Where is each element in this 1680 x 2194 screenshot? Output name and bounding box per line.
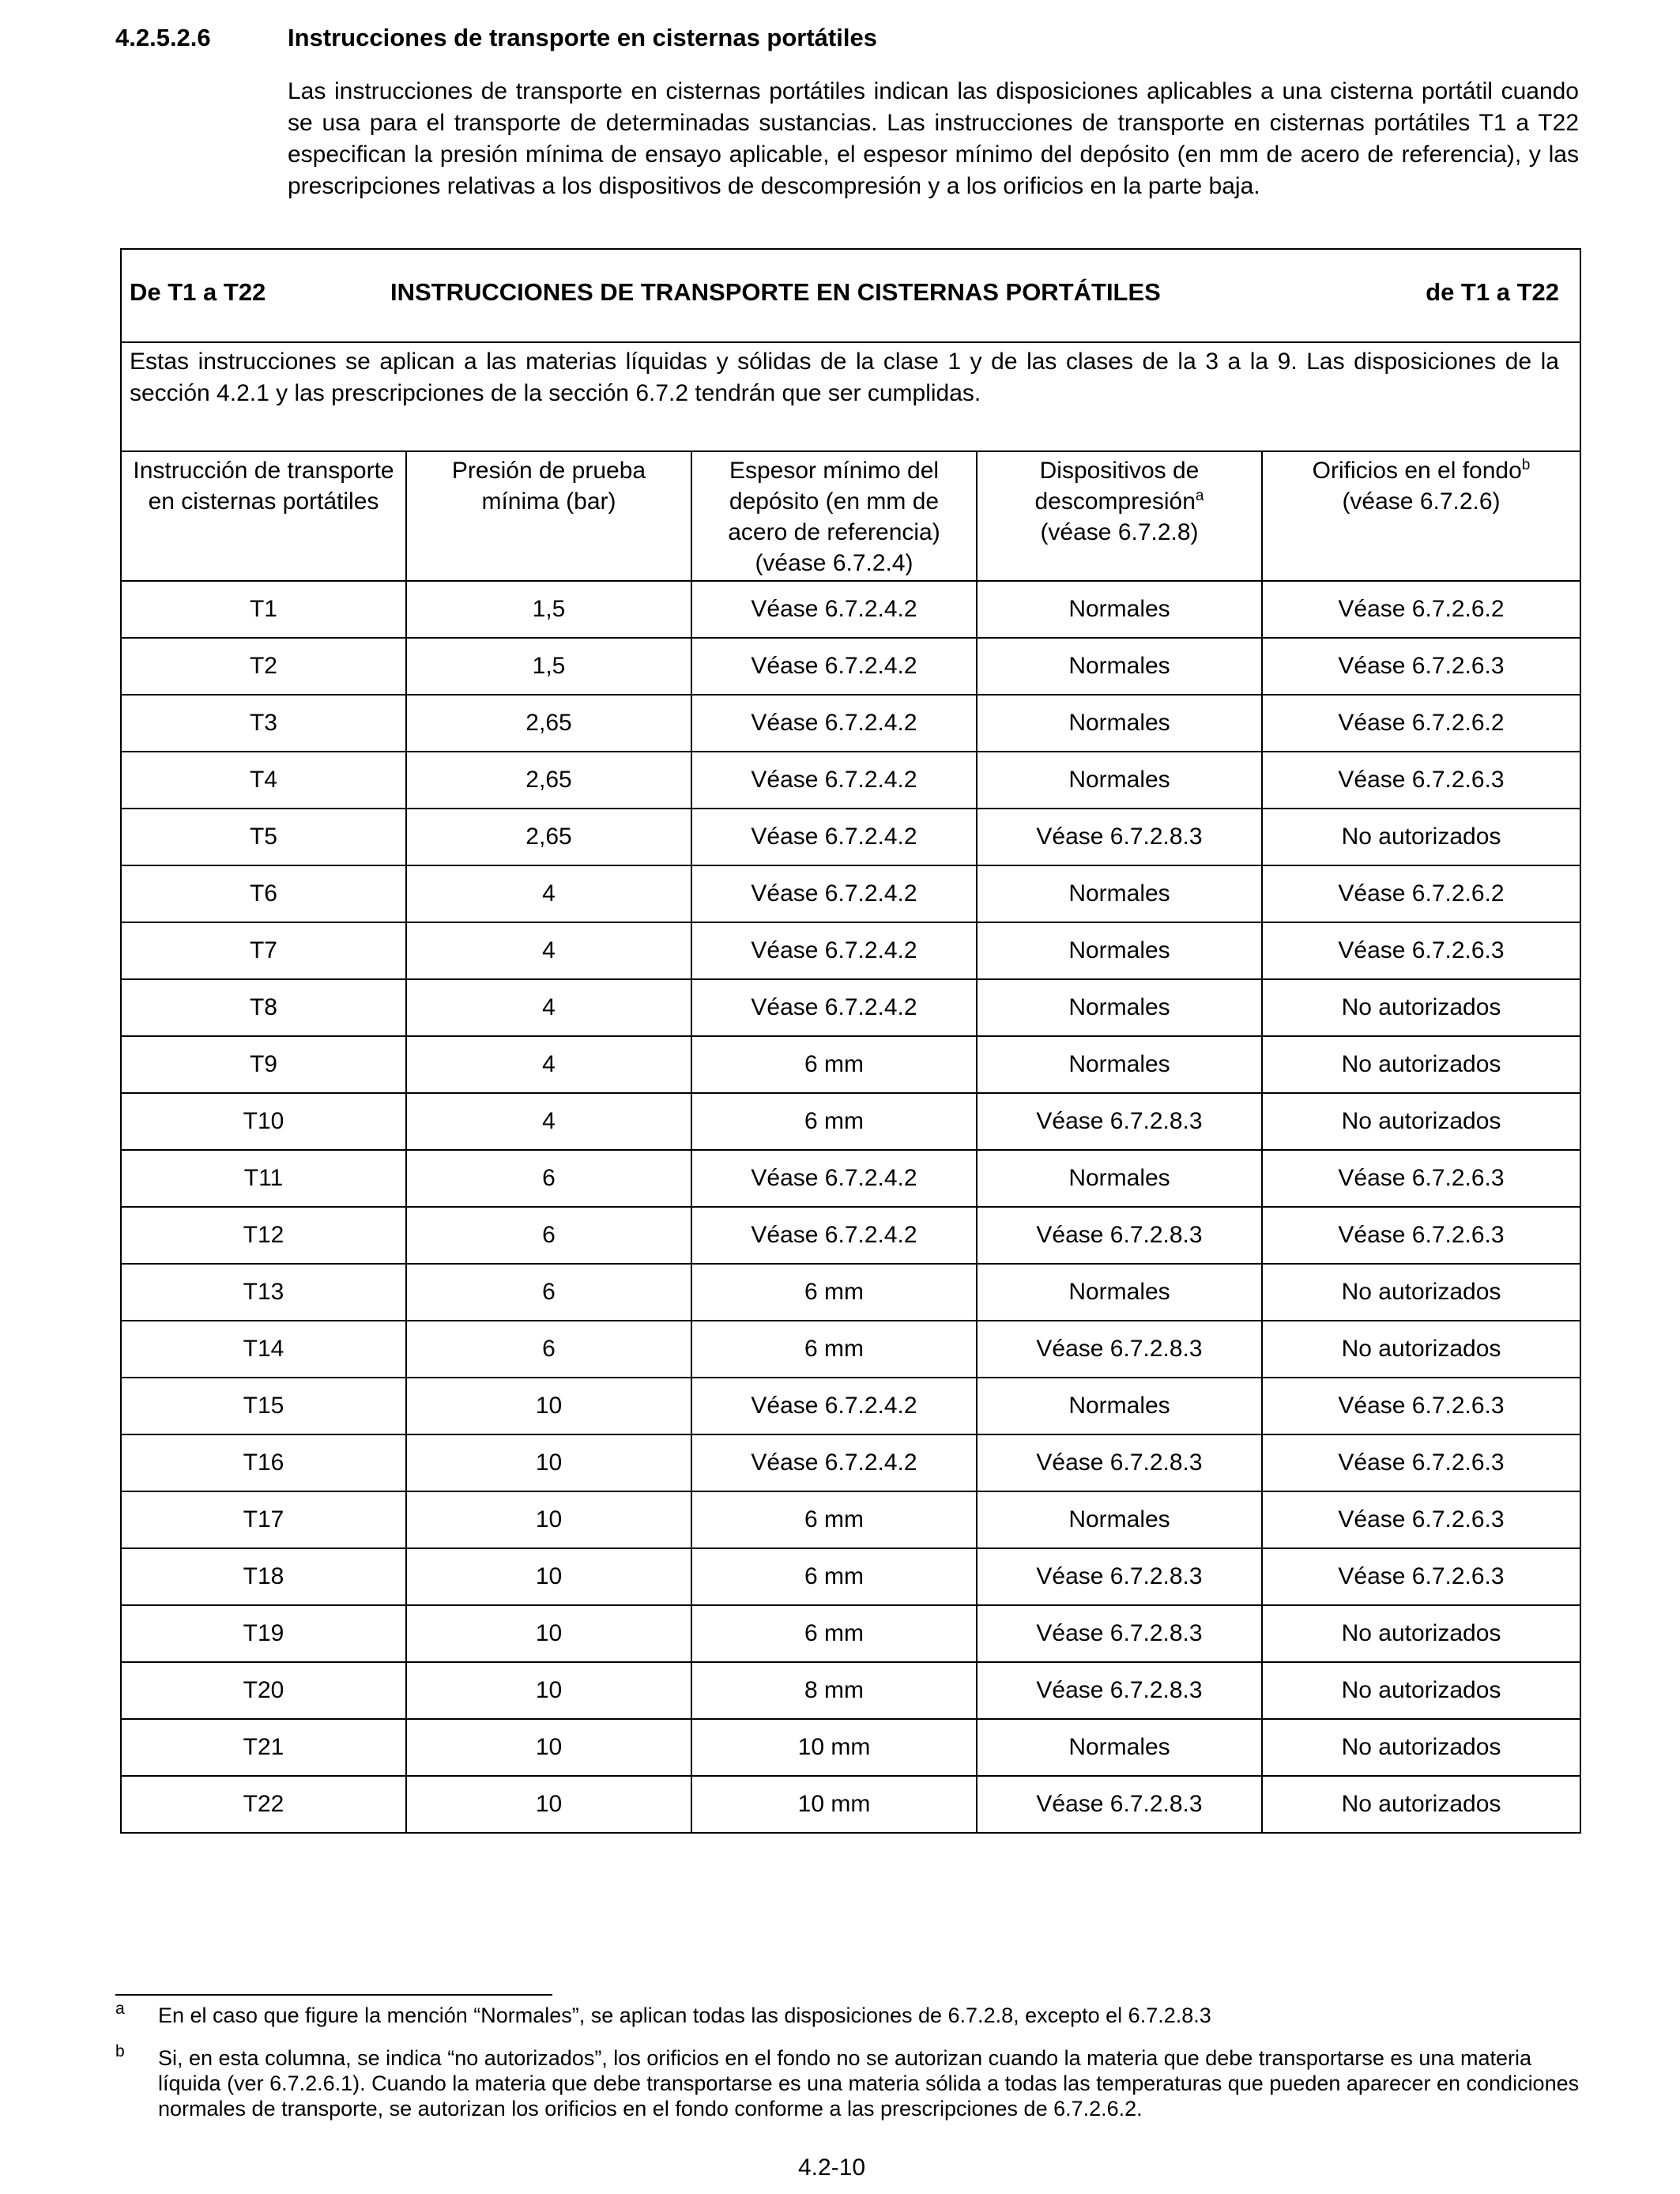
- thickness-cell: 8 mm: [691, 1662, 977, 1719]
- table-body: [121, 581, 1580, 1833]
- table-scope: [121, 342, 1580, 451]
- thickness-cell: Véase 6.7.2.4.2: [691, 979, 977, 1036]
- header-relief-devices: [977, 451, 1262, 581]
- relief-cell: Normales: [977, 1719, 1262, 1776]
- pressure-cell: 10: [406, 1719, 691, 1776]
- openings-cell: No autorizados: [1262, 1093, 1580, 1150]
- instruction-cell: T1: [121, 581, 406, 638]
- openings-cell: Véase 6.7.2.6.3: [1262, 1150, 1580, 1207]
- thickness-cell: 6 mm: [691, 1093, 977, 1150]
- thickness-cell: Véase 6.7.2.4.2: [691, 1207, 977, 1264]
- pressure-cell: 10: [406, 1548, 691, 1605]
- pressure-cell: 1,5: [406, 638, 691, 695]
- openings-cell: Véase 6.7.2.6.3: [1262, 752, 1580, 809]
- tank-instructions-table: [120, 248, 1581, 1834]
- instruction-cell: T5: [121, 809, 406, 865]
- instruction-cell: T19: [121, 1605, 406, 1662]
- table-row: [121, 638, 1580, 695]
- openings-cell: Véase 6.7.2.6.3: [1262, 1548, 1580, 1605]
- pressure-cell: 4: [406, 1093, 691, 1150]
- instruction-cell: T12: [121, 1207, 406, 1264]
- table-row: [121, 1093, 1580, 1150]
- relief-cell: Véase 6.7.2.8.3: [977, 1548, 1262, 1605]
- section-number: 4.2.5.2.6: [115, 24, 211, 51]
- table-row: [121, 1662, 1580, 1719]
- pressure-cell: 6: [406, 1264, 691, 1321]
- table-row: [121, 1491, 1580, 1548]
- openings-cell: No autorizados: [1262, 1719, 1580, 1776]
- intro-paragraph: Las instrucciones de transporte en cisternas portátiles indican las disposiciones aplicables a una cisterna portátil cuando se usa para el transporte de determinadas sustancias. Las instrucciones de transporte en cisternas portátiles T1 a T22 especifican la presión mínima de ensayo aplicable, el espesor mínimo del depósito (en mm de acero de referencia), y las prescripciones relativas a los dispositivos de descompresión y a los orificios en la parte baja.: [288, 78, 1579, 199]
- pressure-cell: 2,65: [406, 752, 691, 809]
- instruction-cell: T21: [121, 1719, 406, 1776]
- relief-cell: Véase 6.7.2.8.3: [977, 1321, 1262, 1378]
- table-row: [121, 1150, 1580, 1207]
- table-row: [121, 922, 1580, 979]
- openings-cell: No autorizados: [1262, 1264, 1580, 1321]
- table-row: [121, 695, 1580, 752]
- relief-cell: Véase 6.7.2.8.3: [977, 1662, 1262, 1719]
- header-openings-label: Orificios en el fondo: [1312, 458, 1522, 484]
- relief-cell: Véase 6.7.2.8.3: [977, 1605, 1262, 1662]
- pressure-cell: 10: [406, 1662, 691, 1719]
- header-thickness: Espesor mínimo del depósito (en mm de acero de referencia) (véase 6.7.2.4): [691, 451, 977, 581]
- footnote-separator: [115, 1994, 552, 1996]
- thickness-cell: 6 mm: [691, 1548, 977, 1605]
- pressure-cell: 4: [406, 1036, 691, 1093]
- openings-cell: No autorizados: [1262, 1776, 1580, 1833]
- thickness-cell: Véase 6.7.2.4.2: [691, 922, 977, 979]
- instruction-cell: T4: [121, 752, 406, 809]
- header-pressure: Presión de prueba mínima (bar): [406, 451, 691, 581]
- thickness-cell: 6 mm: [691, 1264, 977, 1321]
- openings-cell: No autorizados: [1262, 1036, 1580, 1093]
- instruction-cell: T7: [121, 922, 406, 979]
- banner-range-left: De T1 a T22: [130, 278, 266, 306]
- thickness-cell: Véase 6.7.2.4.2: [691, 865, 977, 922]
- relief-cell: Normales: [977, 1264, 1262, 1321]
- relief-cell: Normales: [977, 979, 1262, 1036]
- header-relief-ref: (véase 6.7.2.8): [1040, 519, 1199, 545]
- footnote-ref-b: b: [1521, 457, 1531, 473]
- table-banner: [121, 249, 1580, 342]
- table-row: [121, 865, 1580, 922]
- instruction-cell: T15: [121, 1378, 406, 1434]
- pressure-cell: 10: [406, 1605, 691, 1662]
- instruction-cell: T9: [121, 1036, 406, 1093]
- relief-cell: Normales: [977, 581, 1262, 638]
- footnote-a-mark: a: [115, 2000, 125, 2018]
- table-header-row: [121, 451, 1580, 581]
- pressure-cell: 2,65: [406, 809, 691, 865]
- banner-title: INSTRUCCIONES DE TRANSPORTE EN CISTERNAS PORTÁTILES: [390, 278, 1161, 306]
- relief-cell: Normales: [977, 1378, 1262, 1434]
- pressure-cell: 4: [406, 922, 691, 979]
- relief-cell: Normales: [977, 1491, 1262, 1548]
- openings-cell: No autorizados: [1262, 809, 1580, 865]
- table-row: [121, 1036, 1580, 1093]
- openings-cell: Véase 6.7.2.6.3: [1262, 1378, 1580, 1434]
- openings-cell: Véase 6.7.2.6.3: [1262, 1491, 1580, 1548]
- table-row: [121, 1207, 1580, 1264]
- instruction-cell: T22: [121, 1776, 406, 1833]
- footnote-b-text: Si, en esta columna, se indica “no autorizados”, los orificios en el fondo no se autorizan cuando la materia que debe transportarse es una materia líquida (ver 6.7.2.6.1). Cuando la materia que debe transportarse es una materia sólida a todas las temperaturas que pueden aparecer en condiciones normales de transporte, se autorizan los orificios en el fondo conforme a las prescripciones de 6.7.2.6.2.: [158, 2046, 1580, 2120]
- footnote-a-text: En el caso que figure la mención “Normales”, se aplican todas las disposiciones de 6.7.2.8, excepto el 6.7.2.8.3: [158, 2004, 1211, 2027]
- header-bottom-openings: [1262, 451, 1580, 581]
- relief-cell: Véase 6.7.2.8.3: [977, 1093, 1262, 1150]
- relief-cell: Véase 6.7.2.8.3: [977, 809, 1262, 865]
- thickness-cell: 6 mm: [691, 1491, 977, 1548]
- header-openings-ref: (véase 6.7.2.6): [1342, 488, 1501, 515]
- thickness-cell: 6 mm: [691, 1321, 977, 1378]
- table-row: [121, 1378, 1580, 1434]
- instruction-cell: T3: [121, 695, 406, 752]
- instruction-cell: T16: [121, 1434, 406, 1491]
- pressure-cell: 4: [406, 979, 691, 1036]
- thickness-cell: 10 mm: [691, 1719, 977, 1776]
- thickness-cell: Véase 6.7.2.4.2: [691, 581, 977, 638]
- relief-cell: Normales: [977, 752, 1262, 809]
- footnote-b-mark: b: [115, 2042, 125, 2060]
- table-row: [121, 1264, 1580, 1321]
- table-row: [121, 1776, 1580, 1833]
- instruction-cell: T14: [121, 1321, 406, 1378]
- thickness-cell: Véase 6.7.2.4.2: [691, 1378, 977, 1434]
- pressure-cell: 4: [406, 865, 691, 922]
- pressure-cell: 10: [406, 1434, 691, 1491]
- scope-text: Estas instrucciones se aplican a las materias líquidas y sólidas de la clase 1 y de las clases de la 3 a la 9. Las disposiciones de la sección 4.2.1 y las prescripciones de la sección 6.7.2 tendrán que ser cumplidas.: [130, 349, 1559, 406]
- relief-cell: Normales: [977, 638, 1262, 695]
- openings-cell: Véase 6.7.2.6.3: [1262, 1434, 1580, 1491]
- instruction-cell: T13: [121, 1264, 406, 1321]
- openings-cell: Véase 6.7.2.6.2: [1262, 865, 1580, 922]
- instruction-cell: T18: [121, 1548, 406, 1605]
- table-banner-row: [121, 249, 1580, 342]
- relief-cell: Normales: [977, 1150, 1262, 1207]
- openings-cell: Véase 6.7.2.6.2: [1262, 695, 1580, 752]
- table-row: [121, 979, 1580, 1036]
- openings-cell: Véase 6.7.2.6.3: [1262, 922, 1580, 979]
- table-row: [121, 1434, 1580, 1491]
- thickness-cell: Véase 6.7.2.4.2: [691, 752, 977, 809]
- pressure-cell: 2,65: [406, 695, 691, 752]
- relief-cell: Véase 6.7.2.8.3: [977, 1776, 1262, 1833]
- openings-cell: No autorizados: [1262, 1662, 1580, 1719]
- thickness-cell: Véase 6.7.2.4.2: [691, 1434, 977, 1491]
- instruction-cell: T8: [121, 979, 406, 1036]
- openings-cell: No autorizados: [1262, 1605, 1580, 1662]
- pressure-cell: 6: [406, 1321, 691, 1378]
- pressure-cell: 6: [406, 1150, 691, 1207]
- table-row: [121, 809, 1580, 865]
- relief-cell: Normales: [977, 1036, 1262, 1093]
- instruction-cell: T20: [121, 1662, 406, 1719]
- section-title: Instrucciones de transporte en cisternas portátiles: [288, 24, 877, 51]
- relief-cell: Véase 6.7.2.8.3: [977, 1207, 1262, 1264]
- pressure-cell: 10: [406, 1378, 691, 1434]
- pressure-cell: 6: [406, 1207, 691, 1264]
- openings-cell: Véase 6.7.2.6.2: [1262, 581, 1580, 638]
- thickness-cell: 6 mm: [691, 1605, 977, 1662]
- instruction-cell: T2: [121, 638, 406, 695]
- header-relief-label: Dispositivos de descompresión: [1034, 458, 1200, 515]
- relief-cell: Normales: [977, 695, 1262, 752]
- instruction-cell: T11: [121, 1150, 406, 1207]
- instruction-cell: T6: [121, 865, 406, 922]
- openings-cell: Véase 6.7.2.6.3: [1262, 638, 1580, 695]
- relief-cell: Normales: [977, 865, 1262, 922]
- table-row: [121, 752, 1580, 809]
- thickness-cell: Véase 6.7.2.4.2: [691, 1150, 977, 1207]
- relief-cell: Véase 6.7.2.8.3: [977, 1434, 1262, 1491]
- pressure-cell: 10: [406, 1491, 691, 1548]
- pressure-cell: 1,5: [406, 581, 691, 638]
- banner-range-right: de T1 a T22: [1426, 278, 1559, 306]
- table-row: [121, 1719, 1580, 1776]
- instruction-cell: T10: [121, 1093, 406, 1150]
- header-instruction: Instrucción de transporte en cisternas portátiles: [121, 451, 406, 581]
- page-number: 4.2-10: [798, 2154, 866, 2181]
- thickness-cell: Véase 6.7.2.4.2: [691, 638, 977, 695]
- thickness-cell: 10 mm: [691, 1776, 977, 1833]
- table-row: [121, 581, 1580, 638]
- openings-cell: Véase 6.7.2.6.3: [1262, 1207, 1580, 1264]
- thickness-cell: Véase 6.7.2.4.2: [691, 695, 977, 752]
- footnote-ref-a: a: [1195, 488, 1204, 504]
- relief-cell: Normales: [977, 922, 1262, 979]
- table-row: [121, 1605, 1580, 1662]
- thickness-cell: Véase 6.7.2.4.2: [691, 809, 977, 865]
- table-row: [121, 1321, 1580, 1378]
- openings-cell: No autorizados: [1262, 979, 1580, 1036]
- table-scope-row: [121, 342, 1580, 451]
- pressure-cell: 10: [406, 1776, 691, 1833]
- thickness-cell: 6 mm: [691, 1036, 977, 1093]
- instruction-cell: T17: [121, 1491, 406, 1548]
- openings-cell: No autorizados: [1262, 1321, 1580, 1378]
- table-row: [121, 1548, 1580, 1605]
